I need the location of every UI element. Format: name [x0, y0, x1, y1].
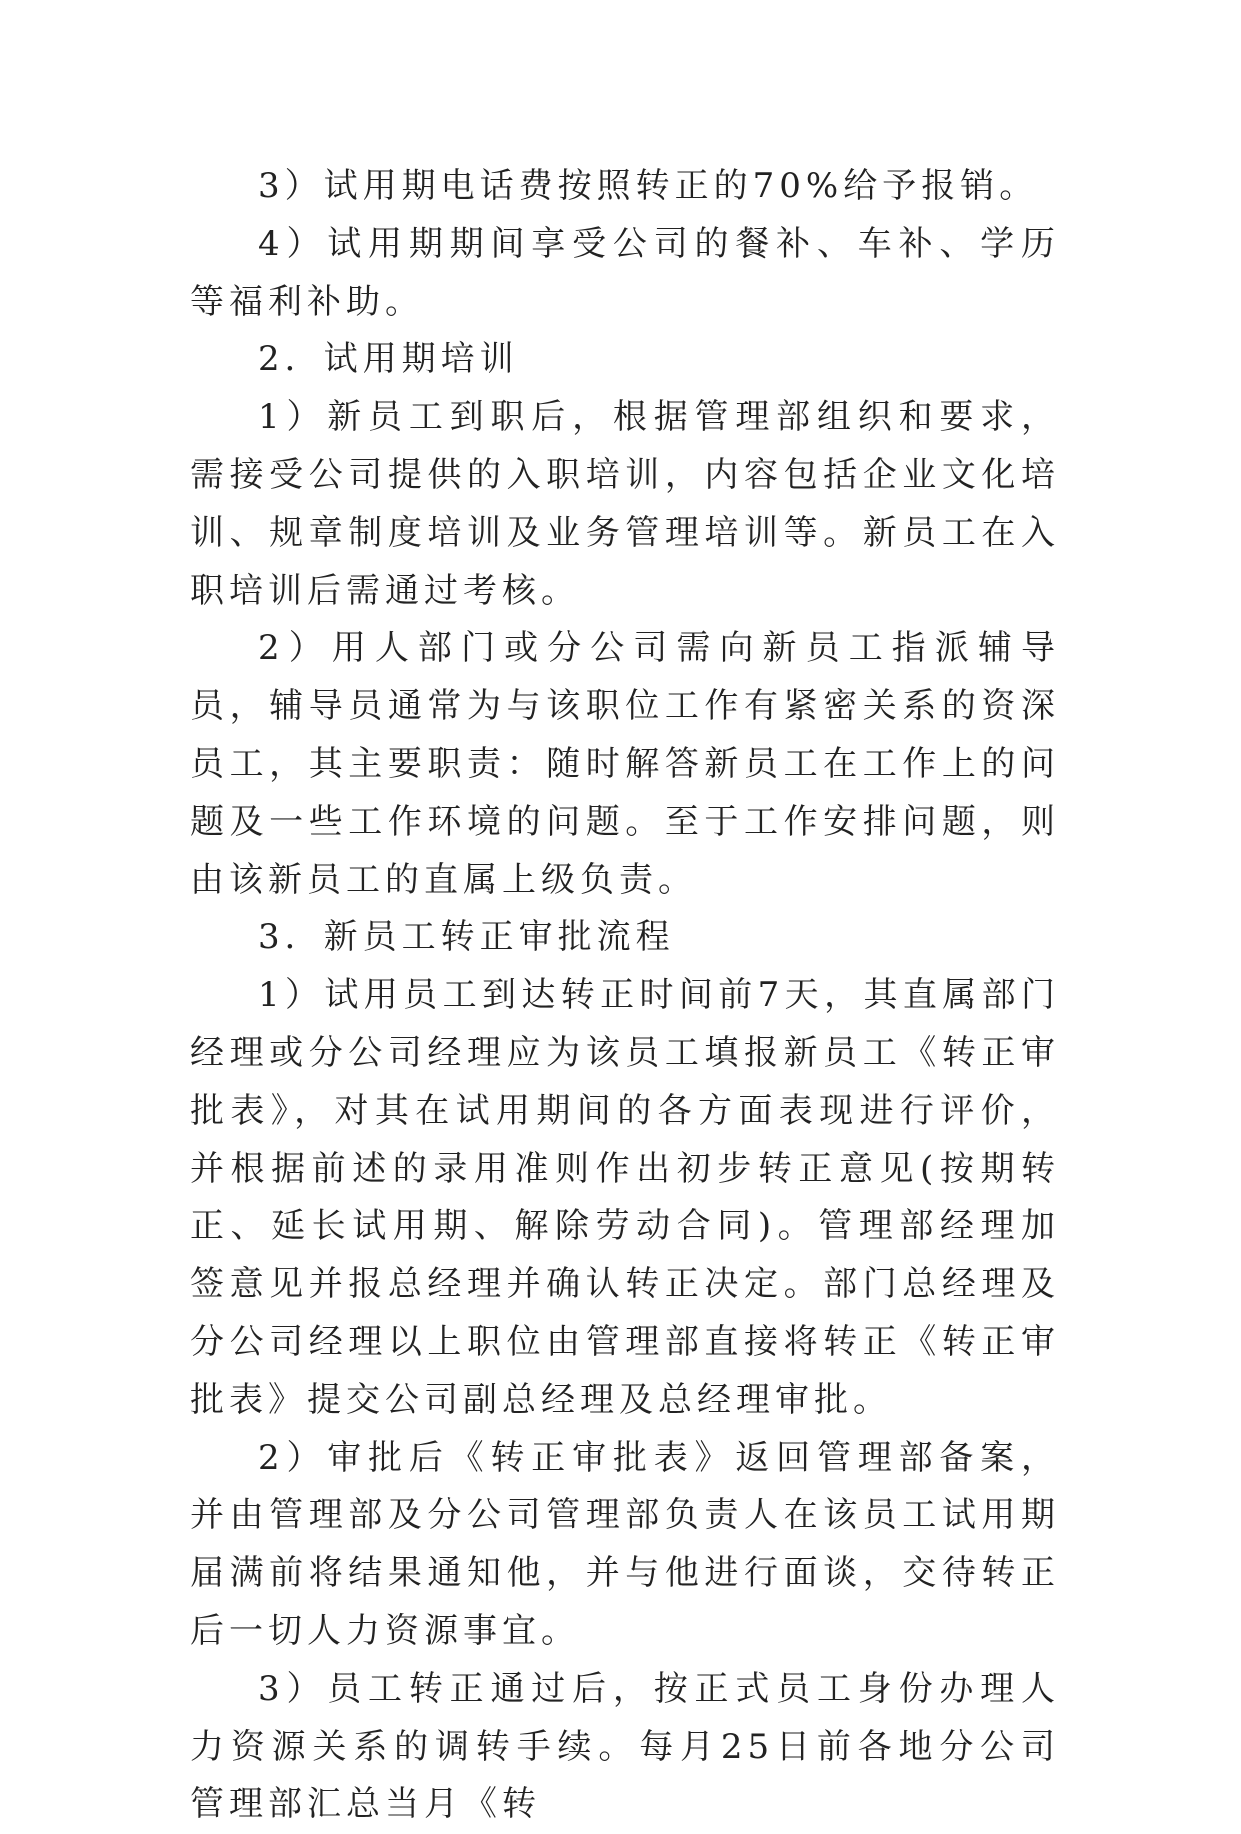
paragraph-mentor-assignment: 2）用人部门或分公司需向新员工指派辅导员，辅导员通常为与该职位工作有紧密关系的资深员工，其主要职责：随时解答新员工在工作上的问题及一些工作环境的问题。至于工作安排问题，则由该新员工的直属上级负责。 [190, 628, 1060, 900]
paragraph-phone-reimbursement: 3）试用期电话费按照转正的70%给予报销。 [258, 166, 1039, 206]
paragraph-probation-benefits: 4）试用期期间享受公司的餐补、车补、学历等福利补助。 [190, 223, 1060, 322]
section-heading-confirmation-process: 3．新员工转正审批流程 [258, 917, 675, 958]
section-heading-probation-training: 2．试用期培训 [258, 339, 519, 380]
paragraph-hr-transfer: 3）员工转正通过后，按正式员工身份办理人力资源关系的调转手续。每月25日前各地分公司管理部汇总当月《转 [190, 1668, 1060, 1825]
paragraph-approval-filing: 2）审批后《转正审批表》返回管理部备案，并由管理部及分公司管理部负责人在该员工试用期届满前将结果通知他，并与他进行面谈，交待转正后一切人力资源事宜。 [190, 1437, 1060, 1651]
document-body [190, 158, 1060, 1834]
paragraph-confirmation-application: 1）试用员工到达转正时间前7天，其直属部门经理或分公司经理应为该员工填报新员工《转正审批表》，对其在试用期间的各方面表现进行评价，并根据前述的录用准则作出初步转正意见(按期转正、延长试用期、解除劳动合同)。管理部经理加签意见并报总经理并确认转正决定。部门总经理及分公司经理以上职位由管理部直接将转正《转正审批表》提交公司副总经理及总经理审批。 [190, 975, 1060, 1420]
paragraph-onboarding-training: 1）新员工到职后，根据管理部组织和要求，需接受公司提供的入职培训，内容包括企业文化培训、规章制度培训及业务管理培训等。新员工在入职培训后需通过考核。 [190, 397, 1060, 611]
